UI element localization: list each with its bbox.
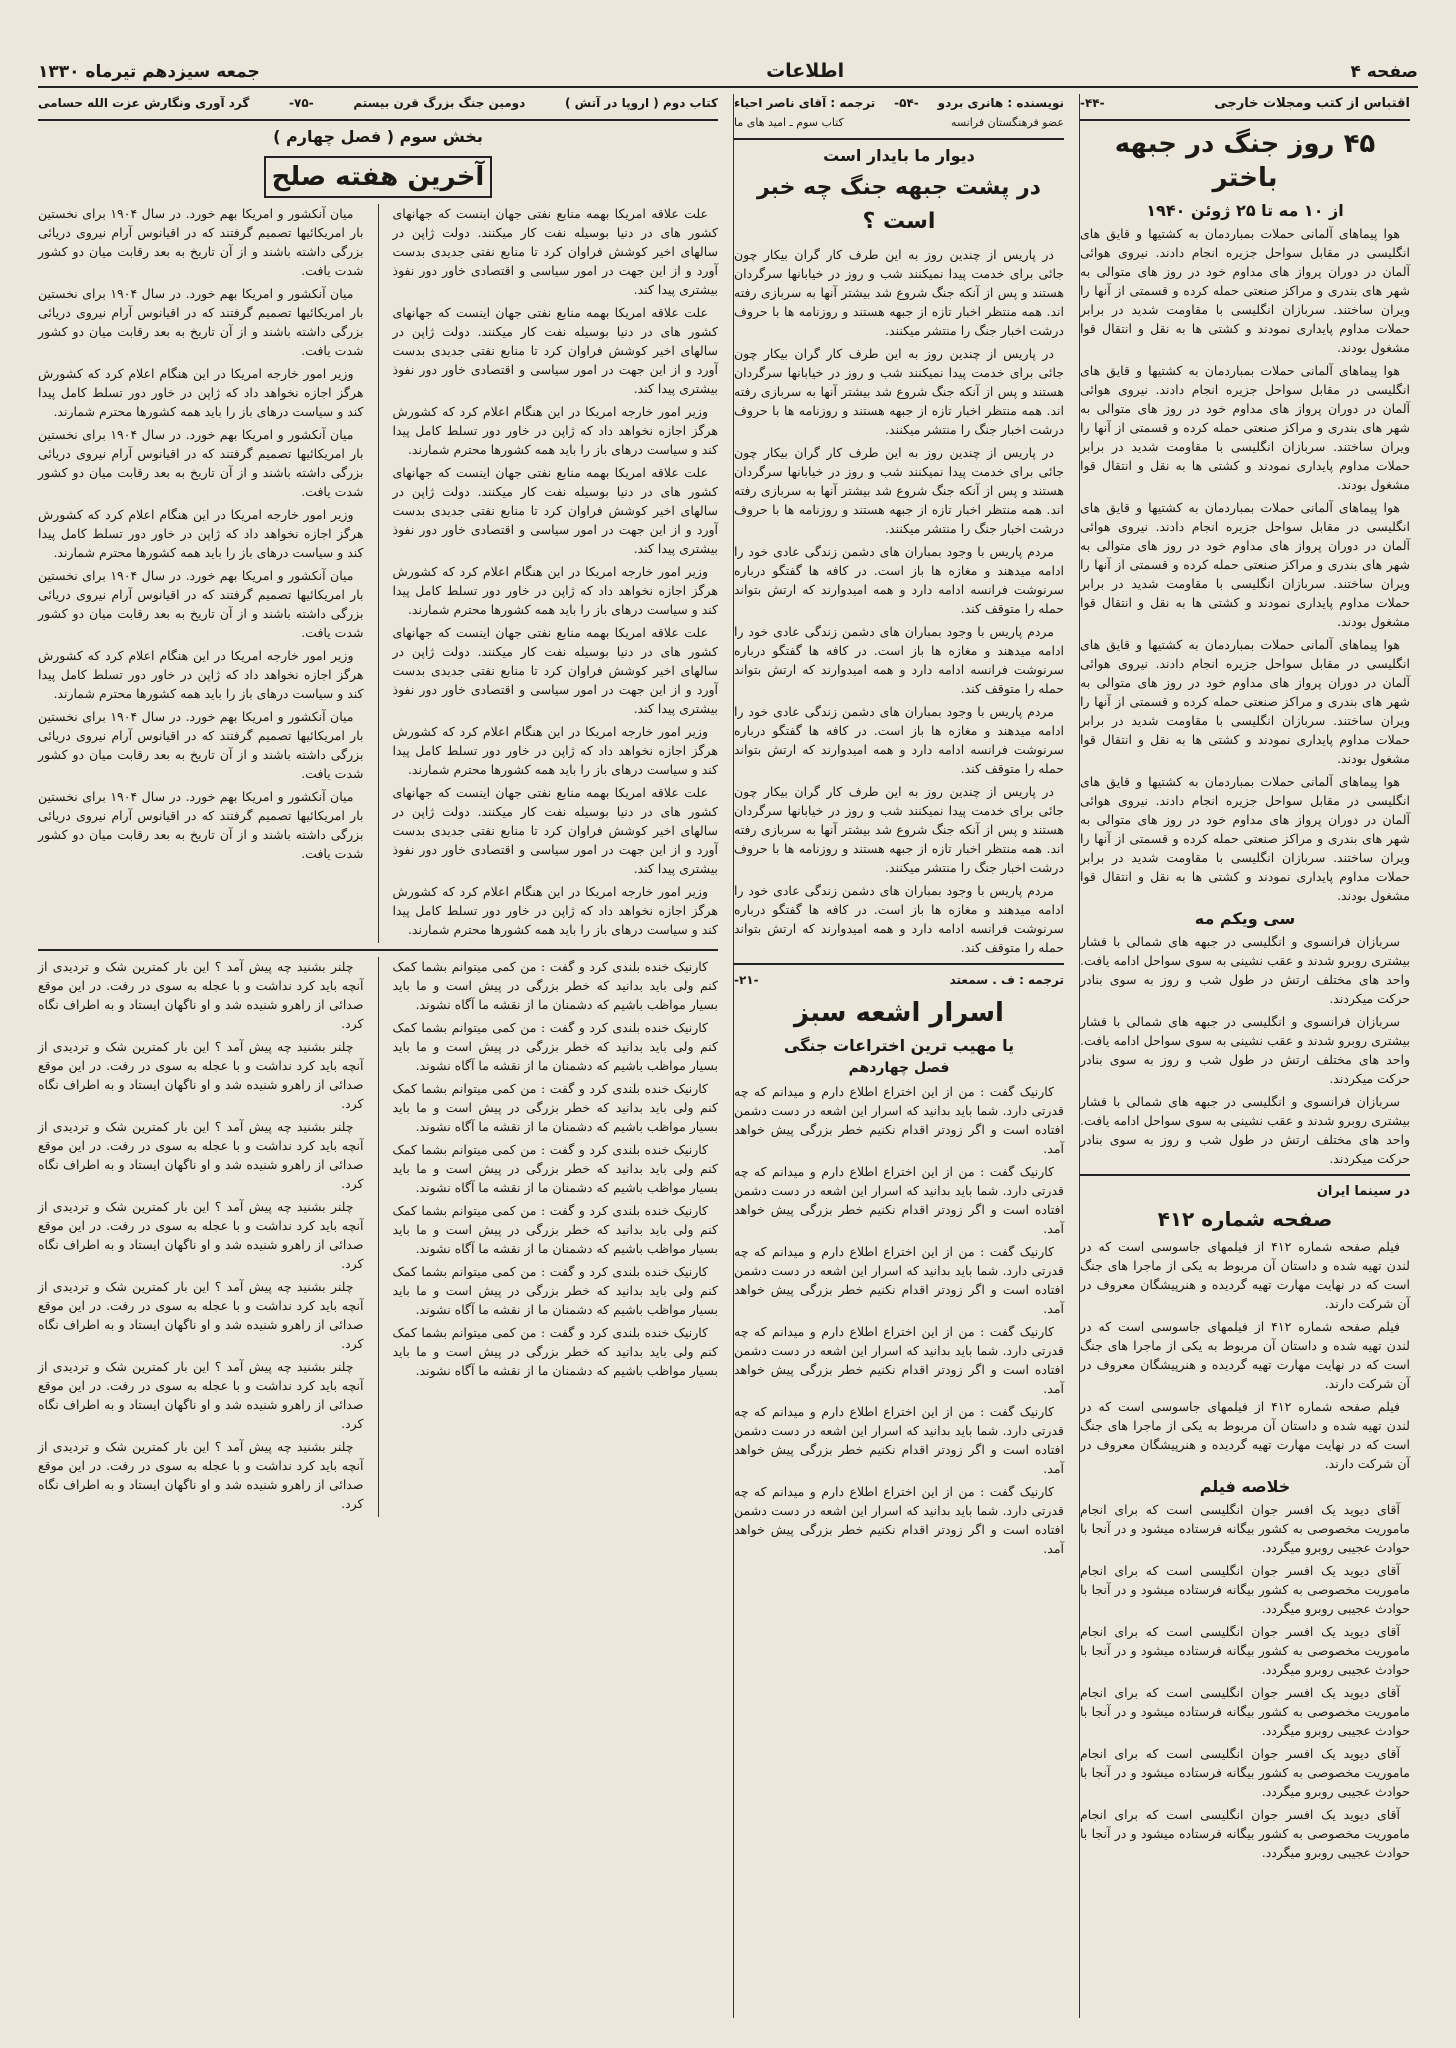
story-body: کارنیک خنده بلندی کرد و گفت : من کمی میتوانم بشما کمک کنم ولی باید بدانید که خطر بزرگی در پیش است و ما باید بسیار مواظب باشیم که دشمنان ما از نقشه ما آگاه نشوند. [392, 959, 718, 1012]
series-title: دومین جنگ بزرگ قرن بیستم [353, 96, 526, 110]
story-body: کارنیک گفت : من از این اختراع اطلاع دارم و میدانم که چه قدرتی دارد. شما باید بدانید که اسرار این اشعه در دست دشمن افتاده است و اگر زودتر اقدام نکنیم خطر بزرگی پیش خواهد آمد. [734, 1404, 1064, 1476]
article-body: در پاریس از چندین روز به این طرف کار گران بیکار چون جائی برای خدمت پیدا نمیکنند شب و روز در خیابانها سرگردان هستند و پس از آنکه جنگ شروع شد بیشتر آنها به سربازی رفته اند. همه منتظر اخبار تازه از جبهه هستند و روزنامه ها با حروف درشت اخبار جنگ را منتشر میکنند. [734, 247, 1064, 338]
article-body: هوا پیماهای آلمانی حملات بمباردمان به کشتیها و قایق های انگلیسی در مقابل سواحل جزیره انجام دادند. نیروی هوائی آلمان در دوران پرواز های مداوم خود در روز های متوالی به شهر های بندری و مراکز صنعتی حمله کرده و قسمتی از آنها را ویران ساختند. سربازان انگلیسی با مقاومت شدید در برابر حملات مداوم پایداری نمودند و کشتی ها به نقل و انتقال قوا مشغول بودند. [1080, 500, 1410, 629]
article-headline: آخرین هفته صلح [264, 156, 493, 198]
article-body: وزیر امور خارجه امریکا در این هنگام اعلام کرد که کشورش هرگز اجازه نخواهد داد که ژاپن در خاور دور تسلط کامل پیدا کند و سیاست درهای باز را باید همه کشورها محترم شمارند. [392, 724, 718, 777]
article-body: علت علاقه امریکا بهمه منابع نفتی جهان اینست که جهانهای کشور های در دنیا بوسیله نفت کار میکنند. دولت ژاپن در سالهای اخیر کوشش فراوان کرد تا منابع نفتی جدیدی بدست آورد و از این جهت در امور سیاسی و اقتصادی خاور دور نفوذ بیشتری پیدا کند. [392, 465, 718, 556]
article-subhead: از ۱۰ مه تا ۲۵ ژوئن ۱۹۴۰ [1146, 201, 1344, 220]
column-foreign-press [1072, 94, 1418, 2018]
cinema-body: فیلم صفحه شماره ۴۱۲ از فیلمهای جاسوسی است که در لندن تهیه شده و داستان آن مربوط به یکی از ماجرا های جنگ است که در نهایت مهارت تهیه گردیده و هنرپیشگان معروف در آن شرکت دارند. [1080, 1399, 1410, 1471]
film-summary-body: آقای دیوید یک افسر جوان انگلیسی است که برای انجام ماموریت مخصوصی به کشور بیگانه فرستاده میشود و در آنجا با حوادث عجیبی روبرو میگردد. [1080, 1685, 1410, 1738]
article-body: در پاریس از چندین روز به این طرف کار گران بیکار چون جائی برای خدمت پیدا نمیکنند شب و روز در خیابانها سرگردان هستند و پس از آنکه جنگ شروع شد بیشتر آنها به سربازی رفته اند. همه منتظر اخبار تازه از جبهه هستند و روزنامه ها با حروف درشت اخبار جنگ را منتشر میکنند. [734, 445, 1064, 536]
subsection-heading: سی ویکم مه [1194, 909, 1296, 928]
article-body: مردم پاریس با وجود بمباران های دشمن زندگی عادی خود را ادامه میدهند و مغازه ها باز است. در کافه ها گفتگو درباره سرنوشت فرانسه ادامه دارد و همه امیدوارند که ارتش بتواند حمله را متوقف کند. [734, 544, 1064, 616]
book-label: کتاب دوم ( اروپا در آتش ) [564, 96, 718, 110]
article-body: وزیر امور خارجه امریکا در این هنگام اعلام کرد که کشورش هرگز اجازه نخواهد داد که ژاپن در خاور دور تسلط کامل پیدا کند و سیاست درهای باز را باید همه کشورها محترم شمارند. [38, 507, 364, 560]
film-summary-body: آقای دیوید یک افسر جوان انگلیسی است که برای انجام ماموریت مخصوصی به کشور بیگانه فرستاده میشود و در آنجا با حوادث عجیبی روبرو میگردد. [1080, 1502, 1410, 1555]
story-body: چلنر بشنید چه پیش آمد ؟ این بار کمترین شک و تردیدی از آنچه باید کرد نداشت و با عجله به سوی در رفت. در این موقع صدائی از راهرو شنیده شد و او ناگهان ایستاد و به اطراف نگاه کرد. [38, 1359, 364, 1431]
article-body: هوا پیماهای آلمانی حملات بمباردمان به کشتیها و قایق های انگلیسی در مقابل سواحل جزیره انجام دادند. نیروی هوائی آلمان در دوران پرواز های مداوم خود در روز های متوالی به شهر های بندری و مراکز صنعتی حمله کرده و قسمتی از آنها را ویران ساختند. سربازان انگلیسی با مقاومت شدید در برابر حملات مداوم پایداری نمودند و کشتی ها به نقل و انتقال قوا مشغول بودند. [1080, 774, 1410, 903]
column-serial-story [726, 94, 1072, 2018]
story-body: چلنر بشنید چه پیش آمد ؟ این بار کمترین شک و تردیدی از آنچه باید کرد نداشت و با عجله به سوی در رفت. در این موقع صدائی از راهرو شنیده شد و او ناگهان ایستاد و به اطراف نگاه کرد. [38, 1439, 364, 1511]
story-body: کارنیک خنده بلندی کرد و گفت : من کمی میتوانم بشما کمک کنم ولی باید بدانید که خطر بزرگی در پیش است و ما باید بسیار مواظب باشیم که دشمنان ما از نقشه ما آگاه نشوند. [392, 1264, 718, 1317]
story-body: کارنیک گفت : من از این اختراع اطلاع دارم و میدانم که چه قدرتی دارد. شما باید بدانید که اسرار این اشعه در دست دشمن افتاده است و اگر زودتر اقدام نکنیم خطر بزرگی پیش خواهد آمد. [734, 1484, 1064, 1556]
article-body: سربازان فرانسوی و انگلیسی در جبهه های شمالی با فشار بیشتری روبرو شدند و عقب نشینی به سوی سواحل ادامه یافت. واحد های مختلف ارتش در طول شب و روز به سوی بنادر حرکت میکردند. [1080, 1094, 1410, 1166]
article-body: وزیر امور خارجه امریکا در این هنگام اعلام کرد که کشورش هرگز اجازه نخواهد داد که ژاپن در خاور دور تسلط کامل پیدا کند و سیاست درهای باز را باید همه کشورها محترم شمارند. [392, 404, 718, 457]
story-body: کارنیک خنده بلندی کرد و گفت : من کمی میتوانم بشما کمک کنم ولی باید بدانید که خطر بزرگی در پیش است و ما باید بسیار مواظب باشیم که دشمنان ما از نقشه ما آگاه نشوند. [392, 1203, 718, 1256]
story-body: چلنر بشنید چه پیش آمد ؟ این بار کمترین شک و تردیدی از آنچه باید کرد نداشت و با عجله به سوی در رفت. در این موقع صدائی از راهرو شنیده شد و او ناگهان ایستاد و به اطراف نگاه کرد. [38, 1279, 364, 1351]
story-body: کارنیک گفت : من از این اختراع اطلاع دارم و میدانم که چه قدرتی دارد. شما باید بدانید که اسرار این اشعه در دست دشمن افتاده است و اگر زودتر اقدام نکنیم خطر بزرگی پیش خواهد آمد. [734, 1084, 1064, 1156]
story-body: کارنیک خنده بلندی کرد و گفت : من کمی میتوانم بشما کمک کنم ولی باید بدانید که خطر بزرگی در پیش است و ما باید بسیار مواظب باشیم که دشمنان ما از نقشه ما آگاه نشوند. [392, 1081, 718, 1134]
article-body: وزیر امور خارجه امریکا در این هنگام اعلام کرد که کشورش هرگز اجازه نخواهد داد که ژاپن در خاور دور تسلط کامل پیدا کند و سیاست درهای باز را باید همه کشورها محترم شمارند. [38, 366, 364, 419]
column-divider [733, 94, 734, 2018]
article-body: وزیر امور خارجه امریکا در این هنگام اعلام کرد که کشورش هرگز اجازه نخواهد داد که ژاپن در خاور دور تسلط کامل پیدا کند و سیاست درهای باز را باید همه کشورها محترم شمارند. [392, 564, 718, 617]
serial-number: -۷۵- [289, 96, 314, 110]
film-summary-body: آقای دیوید یک افسر جوان انگلیسی است که برای انجام ماموریت مخصوصی به کشور بیگانه فرستاده میشود و در آنجا با حوادث عجیبی روبرو میگردد. [1080, 1807, 1410, 1860]
story-subhead: یا مهیب ترین اختراعات جنگی [783, 1036, 1015, 1055]
serial-number: -۲۱- [734, 973, 759, 987]
book-label: کتاب سوم ـ امید های ما [734, 116, 844, 129]
article-headline: ۴۵ روز جنگ در جبهه باختر [1114, 129, 1376, 193]
article-body: میان آنکشور و امریکا بهم خورد. در سال ۱۹۰۴ برای نخستین بار امریکائیها تصمیم گرفتند که در اقیانوس آرام نیروی دریائی بزرگی داشته باشند و از آن تاریخ به بعد رقابت میان دو کشور شدت یافت. [38, 427, 364, 499]
article-body: در پاریس از چندین روز به این طرف کار گران بیکار چون جائی برای خدمت پیدا نمیکنند شب و روز در خیابانها سرگردان هستند و پس از آنکه جنگ شروع شد بیشتر آنها به سربازی رفته اند. همه منتظر اخبار تازه از جبهه هستند و روزنامه ها با حروف درشت اخبار جنگ را منتشر میکنند. [734, 346, 1064, 437]
article-body: علت علاقه امریکا بهمه منابع نفتی جهان اینست که جهانهای کشور های در دنیا بوسیله نفت کار میکنند. دولت ژاپن در سالهای اخیر کوشش فراوان کرد تا منابع نفتی جدیدی بدست آورد و از این جهت در امور سیاسی و اقتصادی خاور دور نفوذ بیشتری پیدا کند. [392, 785, 718, 876]
story-body: چلنر بشنید چه پیش آمد ؟ این بار کمترین شک و تردیدی از آنچه باید کرد نداشت و با عجله به سوی در رفت. در این موقع صدائی از راهرو شنیده شد و او ناگهان ایستاد و به اطراف نگاه کرد. [38, 1199, 364, 1271]
part-label: بخش سوم ( فصل چهارم ) [273, 127, 483, 146]
article-body: میان آنکشور و امریکا بهم خورد. در سال ۱۹۰۴ برای نخستین بار امریکائیها تصمیم گرفتند که در اقیانوس آرام نیروی دریائی بزرگی داشته باشند و از آن تاریخ به بعد رقابت میان دو کشور شدت یافت. [38, 206, 364, 278]
article-body: وزیر امور خارجه امریکا در این هنگام اعلام کرد که کشورش هرگز اجازه نخواهد داد که ژاپن در خاور دور تسلط کامل پیدا کند و سیاست درهای باز را باید همه کشورها محترم شمارند. [392, 884, 718, 937]
film-summary-body: آقای دیوید یک افسر جوان انگلیسی است که برای انجام ماموریت مخصوصی به کشور بیگانه فرستاده میشود و در آنجا با حوادث عجیبی روبرو میگردد. [1080, 1624, 1410, 1677]
story-headline: اسرار اشعه سبز [794, 998, 1004, 1028]
article-body: میان آنکشور و امریکا بهم خورد. در سال ۱۹۰۴ برای نخستین بار امریکائیها تصمیم گرفتند که در اقیانوس آرام نیروی دریائی بزرگی داشته باشند و از آن تاریخ به بعد رقابت میان دو کشور شدت یافت. [38, 568, 364, 640]
article-body: هوا پیماهای آلمانی حملات بمباردمان به کشتیها و قایق های انگلیسی در مقابل سواحل جزیره انجام دادند. نیروی هوائی آلمان در دوران پرواز های مداوم خود در روز های متوالی به شهر های بندری و مراکز صنعتی حمله کرده و قسمتی از آنها را ویران ساختند. سربازان انگلیسی با مقاومت شدید در برابر حملات مداوم پایداری نمودند و کشتی ها به نقل و انتقال قوا مشغول بودند. [1080, 363, 1410, 492]
paper-name: اطلاعات [766, 60, 845, 82]
column-world-war [30, 94, 726, 2018]
article-body: میان آنکشور و امریکا بهم خورد. در سال ۱۹۰۴ برای نخستین بار امریکائیها تصمیم گرفتند که در اقیانوس آرام نیروی دریائی بزرگی داشته باشند و از آن تاریخ به بعد رقابت میان دو کشور شدت یافت. [38, 709, 364, 781]
article-body: هوا پیماهای آلمانی حملات بمباردمان به کشتیها و قایق های انگلیسی در مقابل سواحل جزیره انجام دادند. نیروی هوائی آلمان در دوران پرواز های مداوم خود در روز های متوالی به شهر های بندری و مراکز صنعتی حمله کرده و قسمتی از آنها را ویران ساختند. سربازان انگلیسی با مقاومت شدید در برابر حملات مداوم پایداری نمودند و کشتی ها به نقل و انتقال قوا مشغول بودند. [1080, 226, 1410, 355]
film-summary-title: خلاصه فیلم [1199, 1477, 1291, 1496]
cinema-headline: صفحه شماره ۴۱۲ [1157, 1207, 1333, 1231]
masthead [38, 48, 1418, 88]
story-body: کارنیک گفت : من از این اختراع اطلاع دارم و میدانم که چه قدرتی دارد. شما باید بدانید که اسرار این اشعه در دست دشمن افتاده است و اگر زودتر اقدام نکنیم خطر بزرگی پیش خواهد آمد. [734, 1164, 1064, 1236]
serial-number: -۵۴- [894, 96, 919, 110]
author-line: نویسنده : هانری بردو [937, 96, 1064, 110]
article-body: در پاریس از چندین روز به این طرف کار گران بیکار چون جائی برای خدمت پیدا نمیکنند شب و روز در خیابانها سرگردان هستند و پس از آنکه جنگ شروع شد بیشتر آنها به سربازی رفته اند. همه منتظر اخبار تازه از جبهه هستند و روزنامه ها با حروف درشت اخبار جنگ را منتشر میکنند. [734, 784, 1064, 875]
article-body: سربازان فرانسوی و انگلیسی در جبهه های شمالی با فشار بیشتری روبرو شدند و عقب نشینی به سوی سواحل ادامه یافت. واحد های مختلف ارتش در طول شب و روز به سوی بنادر حرکت میکردند. [1080, 934, 1410, 1006]
page-number: صفحه ۴ [1350, 62, 1418, 82]
compiler-line: گرد آوری ونگارش عزت الله حسامی [38, 96, 250, 110]
article-headline: در پشت جبهه جنگ چه خبر است ؟ [757, 175, 1041, 234]
issue-date: جمعه سیزدهم تیرماه ۱۳۳۰ [38, 62, 260, 82]
article-body: سربازان فرانسوی و انگلیسی در جبهه های شمالی با فشار بیشتری روبرو شدند و عقب نشینی به سوی سواحل ادامه یافت. واحد های مختلف ارتش در طول شب و روز به سوی بنادر حرکت میکردند. [1080, 1014, 1410, 1086]
serial-number: -۴۴- [1080, 96, 1105, 110]
story-body: کارنیک خنده بلندی کرد و گفت : من کمی میتوانم بشما کمک کنم ولی باید بدانید که خطر بزرگی در پیش است و ما باید بسیار مواظب باشیم که دشمنان ما از نقشه ما آگاه نشوند. [392, 1142, 718, 1195]
article-kicker: دیوار ما بایدار است [823, 146, 975, 165]
story-body: کارنیک گفت : من از این اختراع اطلاع دارم و میدانم که چه قدرتی دارد. شما باید بدانید که اسرار این اشعه در دست دشمن افتاده است و اگر زودتر اقدام نکنیم خطر بزرگی پیش خواهد آمد. [734, 1324, 1064, 1396]
translator-line: ترجمه : ف . سمعتد [949, 973, 1064, 987]
article-body: علت علاقه امریکا بهمه منابع نفتی جهان اینست که جهانهای کشور های در دنیا بوسیله نفت کار میکنند. دولت ژاپن در سالهای اخیر کوشش فراوان کرد تا منابع نفتی جدیدی بدست آورد و از این جهت در امور سیاسی و اقتصادی خاور دور نفوذ بیشتری پیدا کند. [392, 206, 718, 297]
article-body: مردم پاریس با وجود بمباران های دشمن زندگی عادی خود را ادامه میدهند و مغازه ها باز است. در کافه ها گفتگو درباره سرنوشت فرانسه ادامه دارد و همه امیدوارند که ارتش بتواند حمله را متوقف کند. [734, 883, 1064, 955]
column-divider [1079, 94, 1080, 2018]
section-label: اقتباس از کتب ومجلات خارجی [1214, 96, 1410, 111]
chapter-label: فصل چهاردهم [848, 1060, 950, 1076]
story-body: چلنر بشنید چه پیش آمد ؟ این بار کمترین شک و تردیدی از آنچه باید کرد نداشت و با عجله به سوی در رفت. در این موقع صدائی از راهرو شنیده شد و او ناگهان ایستاد و به اطراف نگاه کرد. [38, 1039, 364, 1111]
article-body: میان آنکشور و امریکا بهم خورد. در سال ۱۹۰۴ برای نخستین بار امریکائیها تصمیم گرفتند که در اقیانوس آرام نیروی دریائی بزرگی داشته باشند و از آن تاریخ به بعد رقابت میان دو کشور شدت یافت. [38, 286, 364, 358]
story-body: کارنیک خنده بلندی کرد و گفت : من کمی میتوانم بشما کمک کنم ولی باید بدانید که خطر بزرگی در پیش است و ما باید بسیار مواظب باشیم که دشمنان ما از نقشه ما آگاه نشوند. [392, 1020, 718, 1073]
translator-line: ترجمه : آقای ناصر احیاء [734, 96, 876, 110]
article-body: میان آنکشور و امریکا بهم خورد. در سال ۱۹۰۴ برای نخستین بار امریکائیها تصمیم گرفتند که در اقیانوس آرام نیروی دریائی بزرگی داشته باشند و از آن تاریخ به بعد رقابت میان دو کشور شدت یافت. [38, 789, 364, 861]
story-body: کارنیک خنده بلندی کرد و گفت : من کمی میتوانم بشما کمک کنم ولی باید بدانید که خطر بزرگی در پیش است و ما باید بسیار مواظب باشیم که دشمنان ما از نقشه ما آگاه نشوند. [392, 1325, 718, 1378]
story-body: چلنر بشنید چه پیش آمد ؟ این بار کمترین شک و تردیدی از آنچه باید کرد نداشت و با عجله به سوی در رفت. در این موقع صدائی از راهرو شنیده شد و او ناگهان ایستاد و به اطراف نگاه کرد. [38, 1119, 364, 1191]
author-title: عضو فرهنگستان فرانسه [950, 116, 1064, 129]
cinema-body: فیلم صفحه شماره ۴۱۲ از فیلمهای جاسوسی است که در لندن تهیه شده و داستان آن مربوط به یکی از ماجرا های جنگ است که در نهایت مهارت تهیه گردیده و هنرپیشگان معروف در آن شرکت دارند. [1080, 1239, 1410, 1311]
story-body: کارنیک گفت : من از این اختراع اطلاع دارم و میدانم که چه قدرتی دارد. شما باید بدانید که اسرار این اشعه در دست دشمن افتاده است و اگر زودتر اقدام نکنیم خطر بزرگی پیش خواهد آمد. [734, 1244, 1064, 1316]
story-body: چلنر بشنید چه پیش آمد ؟ این بار کمترین شک و تردیدی از آنچه باید کرد نداشت و با عجله به سوی در رفت. در این موقع صدائی از راهرو شنیده شد و او ناگهان ایستاد و به اطراف نگاه کرد. [38, 959, 364, 1031]
film-summary-body: آقای دیوید یک افسر جوان انگلیسی است که برای انجام ماموریت مخصوصی به کشور بیگانه فرستاده میشود و در آنجا با حوادث عجیبی روبرو میگردد. [1080, 1563, 1410, 1616]
article-body: هوا پیماهای آلمانی حملات بمباردمان به کشتیها و قایق های انگلیسی در مقابل سواحل جزیره انجام دادند. نیروی هوائی آلمان در دوران پرواز های مداوم خود در روز های متوالی به شهر های بندری و مراکز صنعتی حمله کرده و قسمتی از آنها را ویران ساختند. سربازان انگلیسی با مقاومت شدید در برابر حملات مداوم پایداری نمودند و کشتی ها به نقل و انتقال قوا مشغول بودند. [1080, 637, 1410, 766]
film-summary-body: آقای دیوید یک افسر جوان انگلیسی است که برای انجام ماموریت مخصوصی به کشور بیگانه فرستاده میشود و در آنجا با حوادث عجیبی روبرو میگردد. [1080, 1746, 1410, 1799]
cinema-section-label: در سینما ایران [1316, 1184, 1410, 1199]
article-body: علت علاقه امریکا بهمه منابع نفتی جهان اینست که جهانهای کشور های در دنیا بوسیله نفت کار میکنند. دولت ژاپن در سالهای اخیر کوشش فراوان کرد تا منابع نفتی جدیدی بدست آورد و از این جهت در امور سیاسی و اقتصادی خاور دور نفوذ بیشتری پیدا کند. [392, 625, 718, 716]
article-body: علت علاقه امریکا بهمه منابع نفتی جهان اینست که جهانهای کشور های در دنیا بوسیله نفت کار میکنند. دولت ژاپن در سالهای اخیر کوشش فراوان کرد تا منابع نفتی جدیدی بدست آورد و از این جهت در امور سیاسی و اقتصادی خاور دور نفوذ بیشتری پیدا کند. [392, 305, 718, 396]
article-body: وزیر امور خارجه امریکا در این هنگام اعلام کرد که کشورش هرگز اجازه نخواهد داد که ژاپن در خاور دور تسلط کامل پیدا کند و سیاست درهای باز را باید همه کشورها محترم شمارند. [38, 648, 364, 701]
article-body: مردم پاریس با وجود بمباران های دشمن زندگی عادی خود را ادامه میدهند و مغازه ها باز است. در کافه ها گفتگو درباره سرنوشت فرانسه ادامه دارد و همه امیدوارند که ارتش بتواند حمله را متوقف کند. [734, 704, 1064, 776]
cinema-body: فیلم صفحه شماره ۴۱۲ از فیلمهای جاسوسی است که در لندن تهیه شده و داستان آن مربوط به یکی از ماجرا های جنگ است که در نهایت مهارت تهیه گردیده و هنرپیشگان معروف در آن شرکت دارند. [1080, 1319, 1410, 1391]
article-body: مردم پاریس با وجود بمباران های دشمن زندگی عادی خود را ادامه میدهند و مغازه ها باز است. در کافه ها گفتگو درباره سرنوشت فرانسه ادامه دارد و همه امیدوارند که ارتش بتواند حمله را متوقف کند. [734, 624, 1064, 696]
